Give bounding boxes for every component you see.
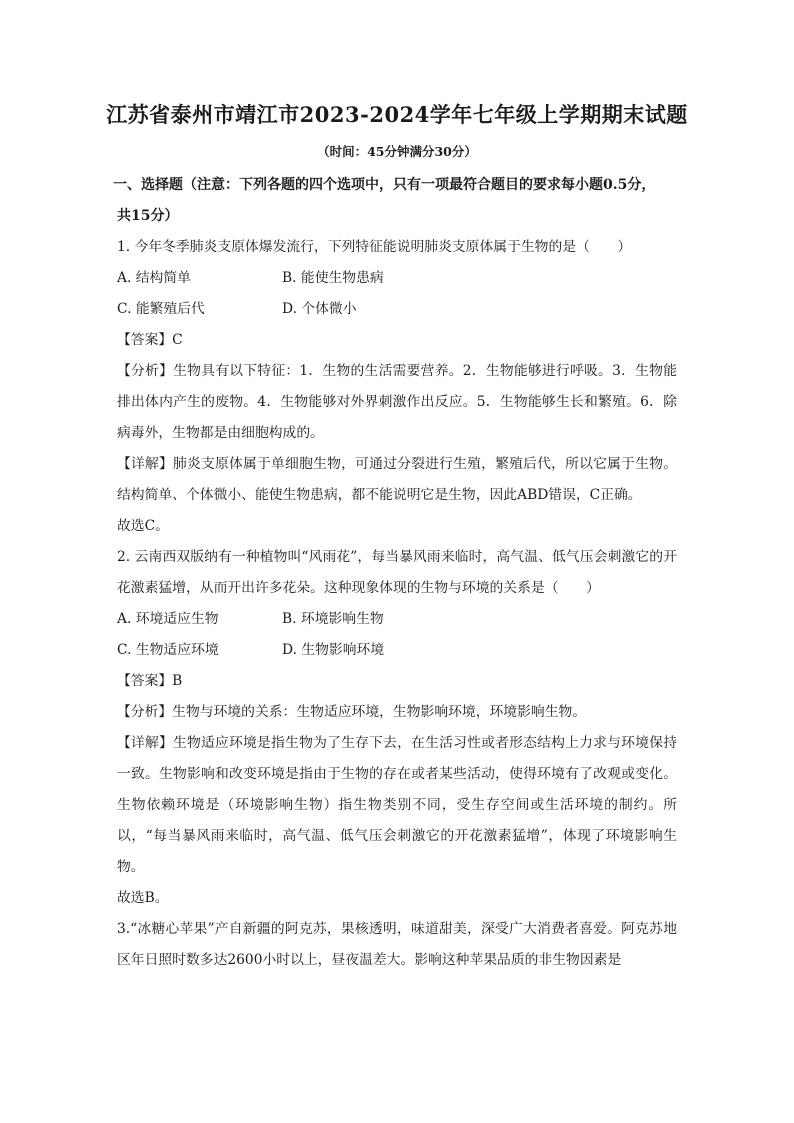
exam-time-note: （时间：45分钟满分30分） (317, 144, 477, 159)
question-1-stem: 1. 今年冬季肺炎支原体爆发流行，下列特征能说明肺炎支原体属于生物的是（ ） (117, 239, 632, 255)
question-1-options-row-1 (117, 263, 677, 294)
question-2-analysis: 【分析】生物与环境的关系：生物适应环境，生物影响环境，环境影响生物。 (117, 704, 587, 720)
question-3 (117, 914, 677, 976)
question-2-options-row-2 (117, 635, 677, 666)
question-3-stem: 3.“冰糖心苹果”产自新疆的阿克苏，果核透明，味道甜美，深受广大消费者喜爱。阿克苏地区年日照时数多达2600小时以上，昼夜温差大。影响这种苹果品质的非生物因素是 (117, 921, 677, 968)
option-c: C. 生物适应环境 (117, 642, 219, 658)
question-1-analysis: 【分析】生物具有以下特征：1．生物的生活需要营养。2．生物能够进行呼吸。3．生物能排出体内产生的废物。4．生物能够对外界刺激作出反应。5．生物能够生长和繁殖。6．除病毒外，生物都是由细胞构成的。 (117, 363, 677, 441)
option-d: D. 生物影响环境 (282, 642, 385, 658)
question-1-conclusion: 故选C。 (117, 518, 169, 534)
section-heading (113, 170, 677, 232)
option-b: B. 能使生物患病 (282, 270, 384, 286)
option-d: D. 个体微小 (282, 301, 357, 317)
question-2-detail: 【详解】生物适应环境是指生物为了生存下去，在生活习性或者形态结构上力求与环境保持一致。生物影响和改变环境是指由于生物的存在或者某些活动，使得环境有了改观或变化。生物依赖环境是（环境影响生物）指生物类别不同，受生存空间或生活环境的制约。所以，“每当暴风雨来临时，高气温、低气压会刺激它的开花激素猛增”，体现了环境影响生物。 (117, 735, 677, 875)
question-1-answer: 【答案】C (117, 332, 183, 348)
question-2 (117, 542, 677, 914)
question-2-conclusion: 故选B。 (117, 890, 169, 906)
question-2-answer: 【答案】B (117, 673, 183, 689)
question-2-stem: 2. 云南西双版纳有一种植物叫“风雨花”，每当暴风雨来临时，高气温、低气压会刺激它的开花激素猛增，从而开出许多花朵。这种现象体现的生物与环境的关系是（ ） (117, 549, 677, 596)
page-title: 江苏省泰州市靖江市2023-2024学年七年级上学期期末试题 (106, 102, 688, 127)
question-1-detail: 【详解】肺炎支原体属于单细胞生物，可通过分裂进行生殖，繁殖后代，所以它属于生物。结构简单、个体微小、能使生物患病，都不能说明它是生物，因此ABD错误，C正确。 (117, 456, 677, 503)
question-1 (117, 232, 677, 542)
section-heading-line-2: 共15分） (117, 208, 179, 224)
question-2-options-row-1 (117, 604, 677, 635)
section-heading-line-1: 一、选择题（注意：下列各题的四个选项中，只有一项最符合题目的要求每小题0.5分， (113, 177, 656, 193)
option-b: B. 环境影响生物 (282, 611, 384, 627)
option-a: A. 环境适应生物 (117, 611, 219, 627)
option-c: C. 能繁殖后代 (117, 301, 205, 317)
option-a: A. 结构简单 (117, 270, 191, 286)
question-1-options-row-2 (117, 294, 677, 325)
document-page (106, 100, 688, 976)
